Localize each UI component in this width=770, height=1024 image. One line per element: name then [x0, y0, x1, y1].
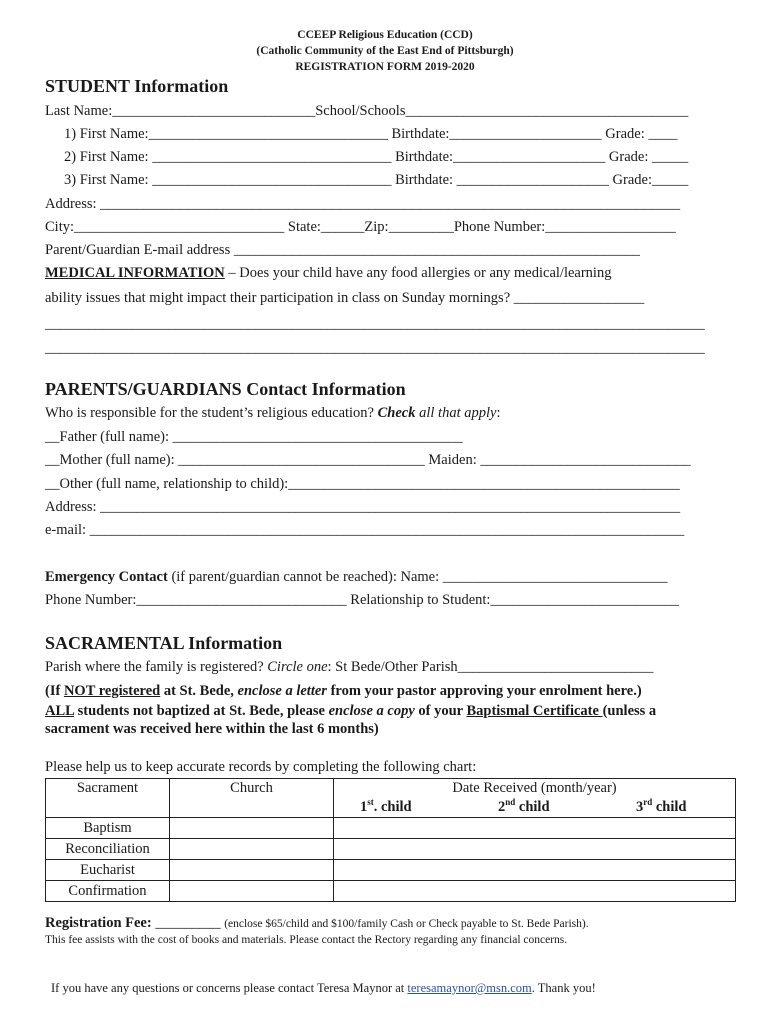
emergency-contact-field[interactable]	[45, 569, 668, 586]
registration-fee-line[interactable]	[45, 915, 589, 932]
sacrament-confirmation: Confirmation	[68, 883, 147, 899]
parent-email-field[interactable]: Parent/Guardian E-mail address ________________________________________________________	[45, 242, 640, 258]
phone-relationship-field[interactable]: Phone Number:_____________________________ Relationship to Student:__________________________	[45, 592, 679, 608]
note2-f: (unless a	[602, 703, 657, 719]
registration-fee-blank: _________	[151, 915, 225, 931]
city-state-zip-phone-field[interactable]: City:_____________________________ State:______Zip:_________Phone Number:__________________	[45, 219, 676, 235]
note2-c: enclose a copy	[328, 703, 415, 719]
sacrament-cell	[46, 881, 170, 902]
registration-fee-note: This fee assists with the cost of books and materials. Please contact the Rectory regarding any financial concerns.	[45, 934, 568, 946]
church-cell[interactable]	[170, 860, 334, 881]
thank-you: . Thank you!	[531, 981, 596, 995]
parish-field[interactable]	[45, 659, 653, 676]
second-child-header: 2nd child	[498, 797, 550, 815]
student-address-field[interactable]: Address: ________________________________________________________________________________	[45, 196, 681, 212]
table-header-row	[46, 779, 736, 798]
form-header-line2: (Catholic Community of the East End of Pittsburgh)	[256, 45, 514, 57]
note2-e: Baptismal Certificate	[466, 703, 603, 719]
note1-a: (If	[45, 683, 64, 699]
header-church	[170, 779, 334, 818]
date-cell[interactable]	[334, 881, 736, 902]
sacrament-reconciliation: Reconciliation	[65, 841, 150, 857]
sacrament-eucharist: Eucharist	[80, 862, 135, 878]
responsible-question-text: Who is responsible for the student’s religious education?	[45, 405, 378, 421]
form-header-line3: REGISTRATION FORM 2019-2020	[295, 61, 475, 73]
all-that-apply: all that apply	[415, 405, 497, 421]
church-cell[interactable]	[170, 818, 334, 839]
table-row	[46, 839, 736, 860]
table-row	[46, 860, 736, 881]
note1-c: at St. Bede,	[160, 683, 238, 699]
header-date: Date Received (month/year)	[334, 779, 736, 798]
sacrament-baptism: Baptism	[83, 820, 132, 836]
third-child-header: 3rd child	[636, 797, 687, 815]
header-sacrament-text: Sacrament	[76, 780, 139, 796]
table-row	[46, 818, 736, 839]
parish-options: : St Bede/Other Parish___________________________	[327, 659, 654, 675]
medical-info-text1: – Does your child have any food allergies or any medical/learning	[224, 265, 612, 281]
circle-one: Circle one	[267, 659, 328, 675]
father-field[interactable]: __Father (full name): ________________________________________	[45, 429, 463, 445]
child3-field[interactable]: 3) First Name: _________________________________ Birthdate: _____________________ Grade:_____	[64, 172, 689, 188]
form-header-line1: CCEEP Religious Education (CCD)	[297, 29, 473, 41]
medical-info-line2[interactable]: ability issues that might impact their participation in class on Sunday mornings? __________________	[45, 290, 645, 306]
emergency-contact-label: Emergency Contact	[45, 569, 168, 585]
other-guardian-field[interactable]: __Other (full name, relationship to child):______________________________________________________	[45, 476, 680, 492]
contact-footer	[51, 981, 596, 996]
church-cell[interactable]	[170, 881, 334, 902]
note2-d: of your	[414, 703, 467, 719]
student-section-title: STUDENT Information	[45, 76, 229, 96]
child2-field[interactable]: 2) First Name: _________________________________ Birthdate:_____________________ Grade: _____	[64, 149, 689, 165]
registration-fee-details: (enclose $65/child and $100/family Cash or Check payable to St. Bede Parish).	[224, 918, 589, 930]
date-cell[interactable]	[334, 860, 736, 881]
sacrament-cell	[46, 818, 170, 839]
chart-intro: Please help us to keep accurate records by completing the following chart:	[45, 759, 477, 775]
sacrament-table	[45, 778, 736, 902]
first-child-header: 1st. child	[360, 797, 412, 815]
not-registered-note	[45, 683, 642, 700]
responsible-question	[45, 405, 500, 422]
parent-address-field[interactable]: Address: ________________________________________________________________________________	[45, 499, 681, 515]
medical-blank-line2[interactable]: ___________________________________________________________________________________________	[45, 340, 705, 356]
church-cell[interactable]	[170, 839, 334, 860]
child1-field[interactable]: 1) First Name:_________________________________ Birthdate:_____________________ Grade: ____	[64, 126, 678, 142]
last-name-school-field[interactable]: Last Name:____________________________School/Schools_______________________________________	[45, 103, 689, 119]
question-colon: :	[496, 405, 501, 421]
baptism-note	[45, 703, 656, 720]
medical-blank-line1[interactable]: ___________________________________________________________________________________________	[45, 316, 705, 332]
sacrament-cell	[46, 860, 170, 881]
contact-email-link[interactable]: teresamaynor@msn.com	[407, 981, 532, 995]
date-cell[interactable]	[334, 818, 736, 839]
baptism-note-line2: sacrament was received here within the last 6 months)	[45, 721, 379, 737]
note1-e: from your pastor approving your enrolment here.)	[326, 683, 642, 699]
table-row	[46, 881, 736, 902]
note2-a: ALL	[45, 703, 75, 719]
emergency-contact-text: (if parent/guardian cannot be reached): Name: _______________________________	[167, 569, 668, 585]
note1-d: enclose a letter	[237, 683, 327, 699]
child-columns	[334, 797, 736, 818]
sacrament-cell	[46, 839, 170, 860]
sacramental-section-title: SACRAMENTAL Information	[45, 633, 283, 653]
parents-section-title: PARENTS/GUARDIANS Contact Information	[45, 379, 406, 399]
parent-email-field-2[interactable]: e-mail: __________________________________________________________________________________	[45, 522, 685, 538]
note2-b: students not baptized at St. Bede, please	[74, 703, 329, 719]
header-church-text: Church	[230, 780, 273, 796]
note1-b: NOT registered	[63, 683, 161, 699]
registration-fee-label: Registration Fee:	[45, 915, 152, 931]
parish-question: Parish where the family is registered?	[45, 659, 268, 675]
contact-text: If you have any questions or concerns please contact Teresa Maynor at	[51, 981, 408, 995]
mother-field[interactable]: __Mother (full name): __________________________________ Maiden: _____________________________	[45, 452, 691, 468]
medical-info-label: MEDICAL INFORMATION	[45, 265, 225, 281]
check-word: Check	[377, 405, 416, 421]
date-cell[interactable]	[334, 839, 736, 860]
header-sacrament	[46, 779, 170, 818]
medical-info-line1	[45, 265, 611, 282]
